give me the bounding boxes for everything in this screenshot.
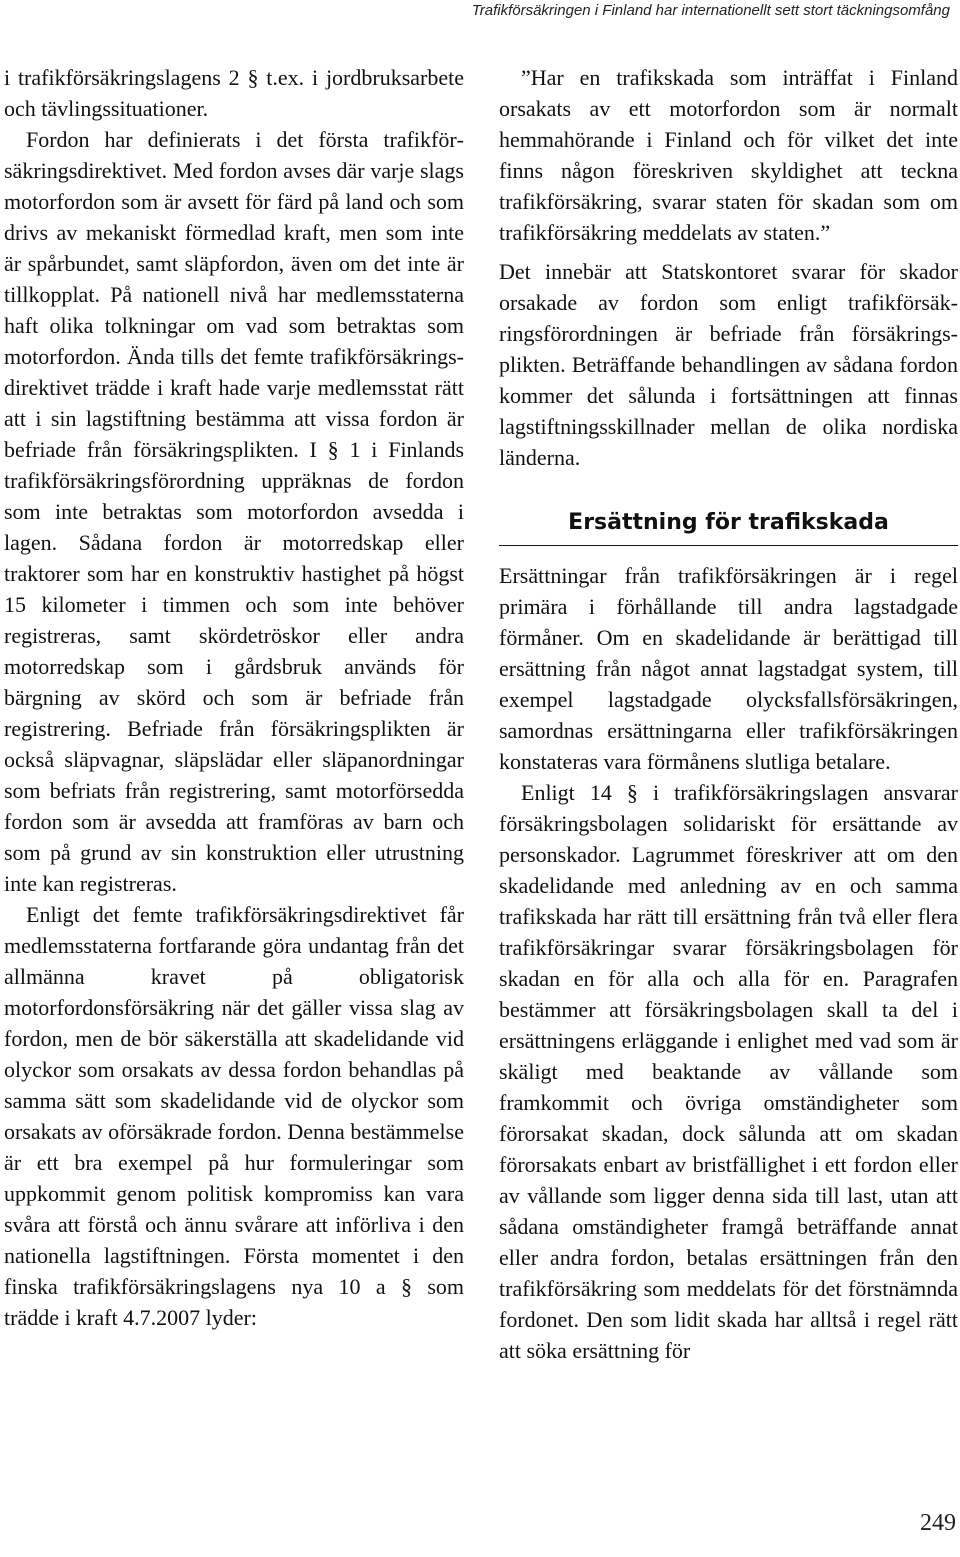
body-paragraph: Enligt det femte trafikförsäkringsdirektivet får medlemsstaterna fortfarande göra undantag från det allmänna kravet på obligatorisk motorfordonsförsäkring när det gäller vissa slag av fordon, men de bör säkerställa att skadelidande vid olyckor som orsakats av dessa fordon behandlas på samma sätt som skadelidande vid de olyckor som orsakats av oförsäkrade fordon. Denna bestämmelse är ett bra exempel på hur formuleringar som uppkommit genom politisk kompromiss kan vara svåra att förstå och ännu svårare att införliva i den nationella lagstiftningen. Första momentet i den finska trafikförsäkringslagens nya 10 a § som trädde i kraft 4.7.2007 lyder:: [4, 902, 464, 1330]
body-paragraph: i trafikförsäkringslagens 2 § t.ex. i jordbruksarbete och tävlingssituationer.: [4, 65, 464, 121]
body-paragraph: Det innebär att Statskontoret svarar för skador orsakade av fordon som enligt trafikförsäkringsförordningen är befriade från försäkringsplikten. Beträffande behandlingen av sådana fordon kommer det sålunda i fortsättningen att finnas lagstiftningsskillnader mellan de olika nordiska länderna.: [499, 259, 958, 470]
block-quote: ”Har en trafikskada som inträffat i Finland orsakats av ett motorfordon som är normalt hemmahörande i Finland och för vilket det inte finns någon föreskriven skyldighet att teckna trafikförsäkring, svarar staten för skadan som om trafikförsäkring meddelats av staten.”: [499, 65, 958, 245]
running-head: Trafikförsäkringen i Finland har internationellt sett stort täckningsomfång: [471, 2, 950, 19]
body-paragraph: Enligt 14 § i trafikförsäkringslagen ansvarar försäkringsbolagen solidariskt för ersättande av personskador. Lagrummet föreskriver att om den skadelidande med anledning av en och samma trafikskada har rätt till ersättning från två eller flera trafikförsäkringar svarar försäkringsbolagen för skadan en för alla och alla för en. Paragrafen bestämmer att försäkringsbolagen skall ta del i ersättningens erläggande i enlighet med vad som är skäligt med beaktande av vållande som framkommit och övriga omständigheter som förorsakat skadan, dock sålunda att om skadan förorsakats enbart av bristfällighet i ett fordon eller av vållande som ligger denna sida till last, utan att sådana omständigheter framgå beträffande annat eller andra fordon, betalas ersättningen från den trafikförsäkring som meddelats för det förstnämnda fordonet. Den som lidit skada har alltså i regel rätt att söka ersättning för: [499, 780, 958, 1363]
body-paragraph: Ersättningar från trafikförsäkringen är i regel primära i förhållande till andra lagstadgade förmåner. Om en skadelidande är berättigad till ersättning från något annat lagstadgat system, till exempel lagstadgade olycksfallsförsäkringen, samordnas ersättningarna eller trafikförsäkringen konstateras vara förmånens slutliga betalare.: [499, 563, 958, 774]
left-column: [4, 62, 464, 1333]
page-number: 249: [920, 1510, 956, 1536]
right-column: [499, 62, 958, 1366]
body-paragraph: Fordon har definierats i det första trafikförsäkringsdirektivet. Med fordon avses där varje slags motorfordon som är avsett för färd på land och som drivs av mekaniskt förmedlad kraft, men som inte är spårbundet, samt släpfordon, även om det inte är tillkopplat. På nationell nivå har medlemsstaterna haft olika tolkningar om vad som betraktas som motorfordon. Ända tills det femte trafikförsäkringsdirektivet trädde i kraft hade varje medlemsstat rätt att i sin lagstiftning bestämma att vissa fordon är befriade från försäkringsplikten. I § 1 i Finlands trafikförsäkringsförordning uppräknas de fordon som inte betraktas som motorfordon avsedda i lagen. Sådana fordon är motorredskap eller traktorer som har en konstruktiv hastighet på högst 15 kilometer i timmen och som inte behöver registreras, samt skördetröskor eller andra motorredskap som i gårdsbruk används för bärgning av skörd och som är befriade från registrering. Befriade från försäkringsplikten är också släpvagnar, släpslädar eller släpanordningar som befriats från registrering, samt motorförsedda fordon som är avsedda att framföras av barn och som på grund av sin konstruktion eller utrustning inte kan registreras.: [4, 127, 464, 896]
section-heading: Ersättning för trafikskada: [499, 509, 958, 546]
